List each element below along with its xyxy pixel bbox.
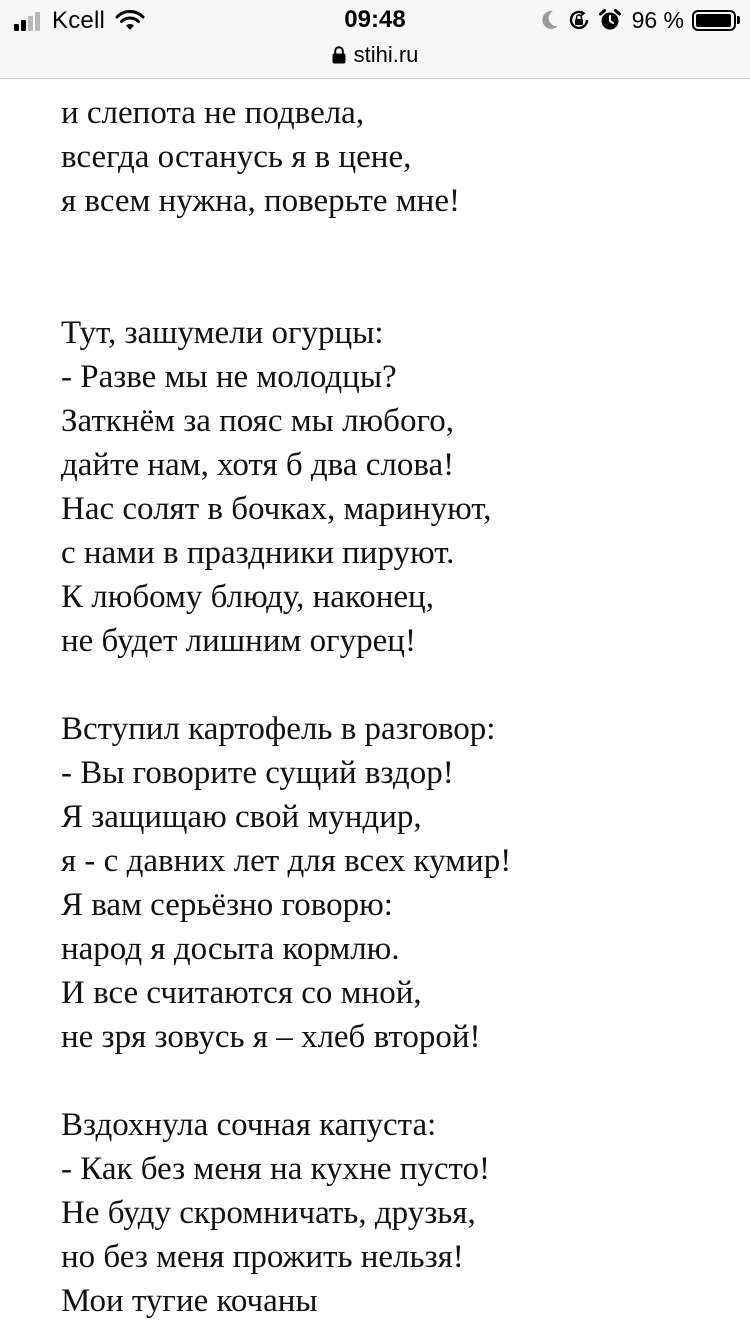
poem-line: Вступил картофель в разговор: [61,711,496,747]
lock-icon [332,46,346,64]
poem-line: К любому блюду, наконец, [61,579,434,615]
battery-tip [737,16,740,24]
poem-line: дайте нам, хотя б два слова! [61,447,455,483]
moon-icon [540,9,560,31]
poem-line: не зря зовусь я – хлеб второй! [61,1019,481,1055]
status-right [532,6,740,34]
status-clock: 09:48 [344,6,406,33]
battery-level-fill [696,14,731,27]
poem-line: народ я досыта кормлю. [61,931,400,967]
poem-line: - Как без меня на кухне пусто! [61,1151,491,1187]
poem-line: я всем нужна, поверьте мне! [61,183,460,219]
poem-line: я - с давних лет для всех кумир! [61,843,512,879]
poem-line: не будет лишним огурец! [61,623,416,659]
poem-line: и слепота не подвела, [61,95,365,131]
poem-line: всегда останусь я в цене, [61,139,412,175]
browser-top-bar [0,0,750,79]
battery-icon [692,10,736,31]
poem-line: но без меня прожить нельзя! [61,1239,464,1275]
poem-line: Нас солят в бочках, маринуют, [61,491,492,527]
poem-line: Заткнём за пояс мы любого, [61,403,454,439]
poem-line: с нами в праздники пируют. [61,535,455,571]
orientation-lock-icon [568,9,590,31]
carrier-name: Kcell [52,7,106,34]
poem-line: Вздохнула сочная капуста: [61,1107,437,1143]
poem-line: Я вам серьёзно говорю: [61,887,393,923]
poem-line: Я защищаю свой мундир, [61,799,422,835]
poem-line: Мои тугие кочаны [61,1283,318,1319]
poem-line: Не буду скромничать, друзья, [61,1195,476,1231]
poem-line: Тут, зашумели огурцы: [61,315,384,351]
address-url[interactable]: stihi.ru [353,42,419,67]
poem-line: - Вы говорите сущий вздор! [61,755,454,791]
poem-line: И все считаются со мной, [61,975,422,1011]
poem-line: - Разве мы не молодцы? [61,359,397,395]
battery-percentage: 96 % [631,6,684,33]
address-bar[interactable] [0,40,750,70]
alarm-icon [598,8,622,32]
